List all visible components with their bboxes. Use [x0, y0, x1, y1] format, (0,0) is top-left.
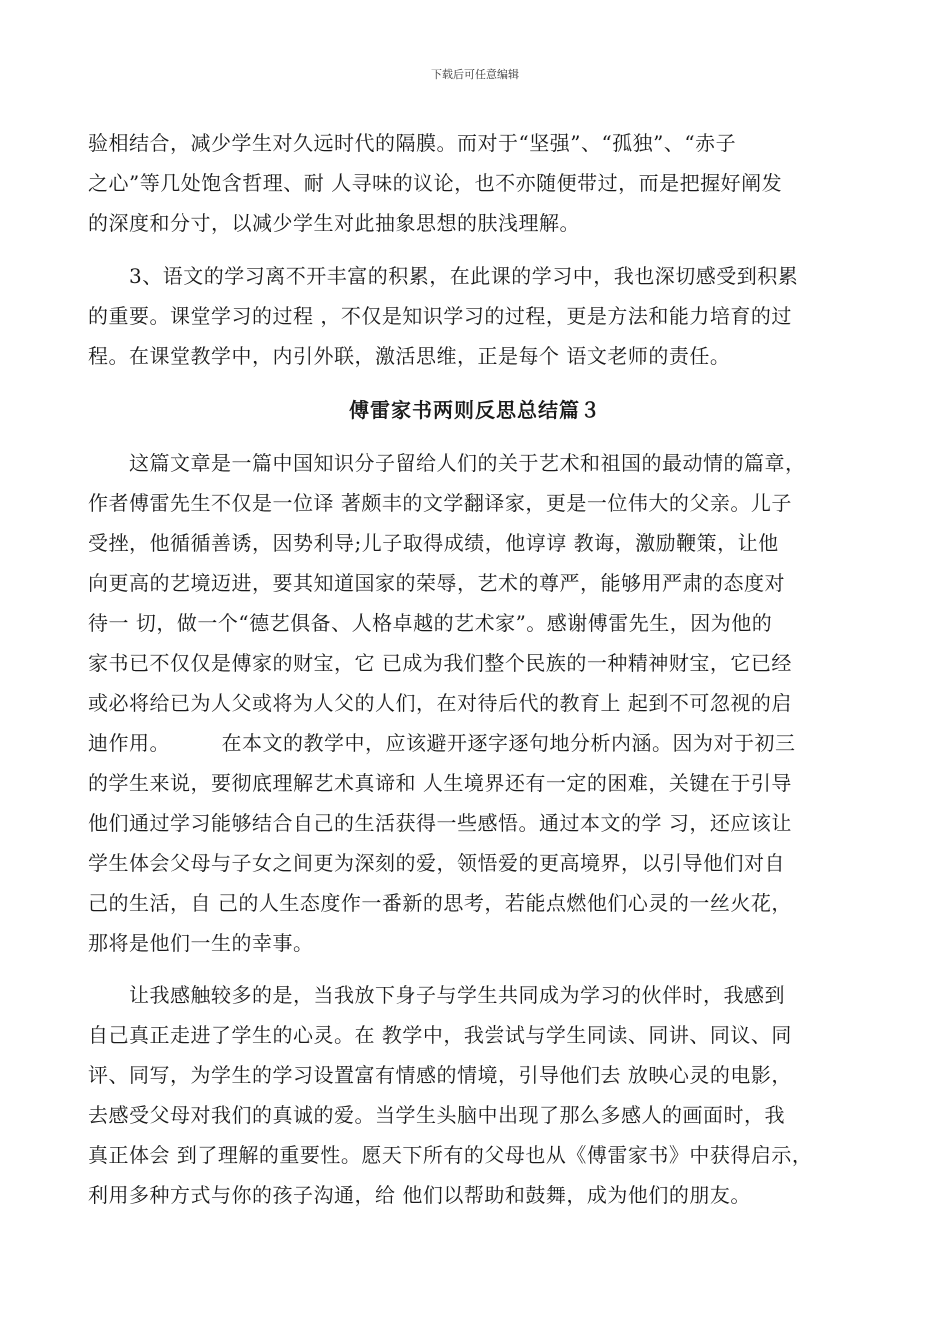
paragraph-line: 的深度和分寸，以减少学生对此抽象思想的肤浅理解。	[88, 211, 580, 235]
paragraph-line: 这篇文章是一篇中国知识分子留给人们的关于艺术和祖国的最动情的篇章，	[88, 451, 806, 475]
section-title: 傅雷家书两则反思总结篇３	[349, 398, 601, 422]
paragraph-line: 向更高的艺境迈进，要其知道国家的荣辱，艺术的尊严，能够用严肃的态度对	[88, 571, 785, 595]
paragraph-line: 或必将给已为人父或将为人父的人们，在对待后代的教育上 起到不可忽视的启	[88, 691, 792, 715]
paragraph-line: 那将是他们一生的幸事。	[88, 931, 314, 955]
paragraph-line: 受挫，他循循善诱，因势利导;儿子取得成绩，他谆谆 教诲，激励鞭策，让他	[88, 531, 779, 555]
paragraph-line: 之心”等几处饱含哲理、耐 人寻味的议论，也不亦随便带过，而是把握好阐发	[88, 171, 783, 195]
paragraph-line: 利用多种方式与你的孩子沟通，给 他们以帮助和鼓舞，成为他们的朋友。	[88, 1183, 751, 1207]
page-header-note: 下载后可任意编辑	[431, 68, 519, 81]
paragraph-line: 的重要。课堂学习的过程 ，不仅是知识学习的过程，更是方法和能力培育的过	[88, 304, 792, 328]
paragraph-line: 让我感触较多的是，当我放下身子与学生共同成为学习的伙伴时，我感到	[88, 983, 785, 1007]
paragraph-line: 迪作用。 在本文的教学中，应该避开逐字逐句地分析内涵。因为对于初三	[88, 731, 796, 755]
paragraph-line: 他们通过学习能够结合自己的生活获得一些感悟。通过本文的学 习，还应该让	[88, 811, 792, 835]
paragraph-line: 作者傅雷先生不仅是一位译 著颇丰的文学翻译家，更是一位伟大的父亲。儿子	[88, 491, 792, 515]
paragraph-line: 去感受父母对我们的真诚的爱。当学生头脑中出现了那么多感人的画面时，我	[88, 1103, 785, 1127]
paragraph-line: 家书已不仅仅是傅家的财宝，它 已成为我们整个民族的一种精神财宝，它已经	[88, 651, 792, 675]
paragraph-line: 待一 切，做一个“德艺俱备、人格卓越的艺术家”。感谢傅雷先生，因为他的	[88, 611, 773, 635]
paragraph-line: 自己真正走进了学生的心灵。在 教学中，我尝试与学生同读、同讲、同议、同	[88, 1023, 792, 1047]
paragraph-line: 学生体会父母与子女之间更为深刻的爱，领悟爱的更高境界，以引导他们对自	[88, 851, 785, 875]
paragraph-line: 验相结合，减少学生对久远时代的隔膜。而对于“坚强”、“孤独”、“赤子	[88, 131, 737, 155]
paragraph-line: 程。在课堂教学中，内引外联，激活思维，正是每个 语文老师的责任。	[88, 344, 731, 368]
paragraph-line: 评、同写，为学生的学习设置富有情感的情境，引导他们去 放映心灵的电影，	[88, 1063, 792, 1087]
paragraph-line: 的学生来说，要彻底理解艺术真谛和 人生境界还有一定的困难，关键在于引导	[88, 771, 792, 795]
paragraph-line: 己的生活，自 己的人生态度作一番新的思考，若能点燃他们心灵的一丝火花，	[88, 891, 792, 915]
paragraph-line: 真正体会 到了理解的重要性。愿天下所有的父母也从《傅雷家书》中获得启示，	[88, 1143, 813, 1167]
paragraph-line: 3、语文的学习离不开丰富的积累，在此课的学习中，我也深切感受到积累	[88, 264, 799, 288]
